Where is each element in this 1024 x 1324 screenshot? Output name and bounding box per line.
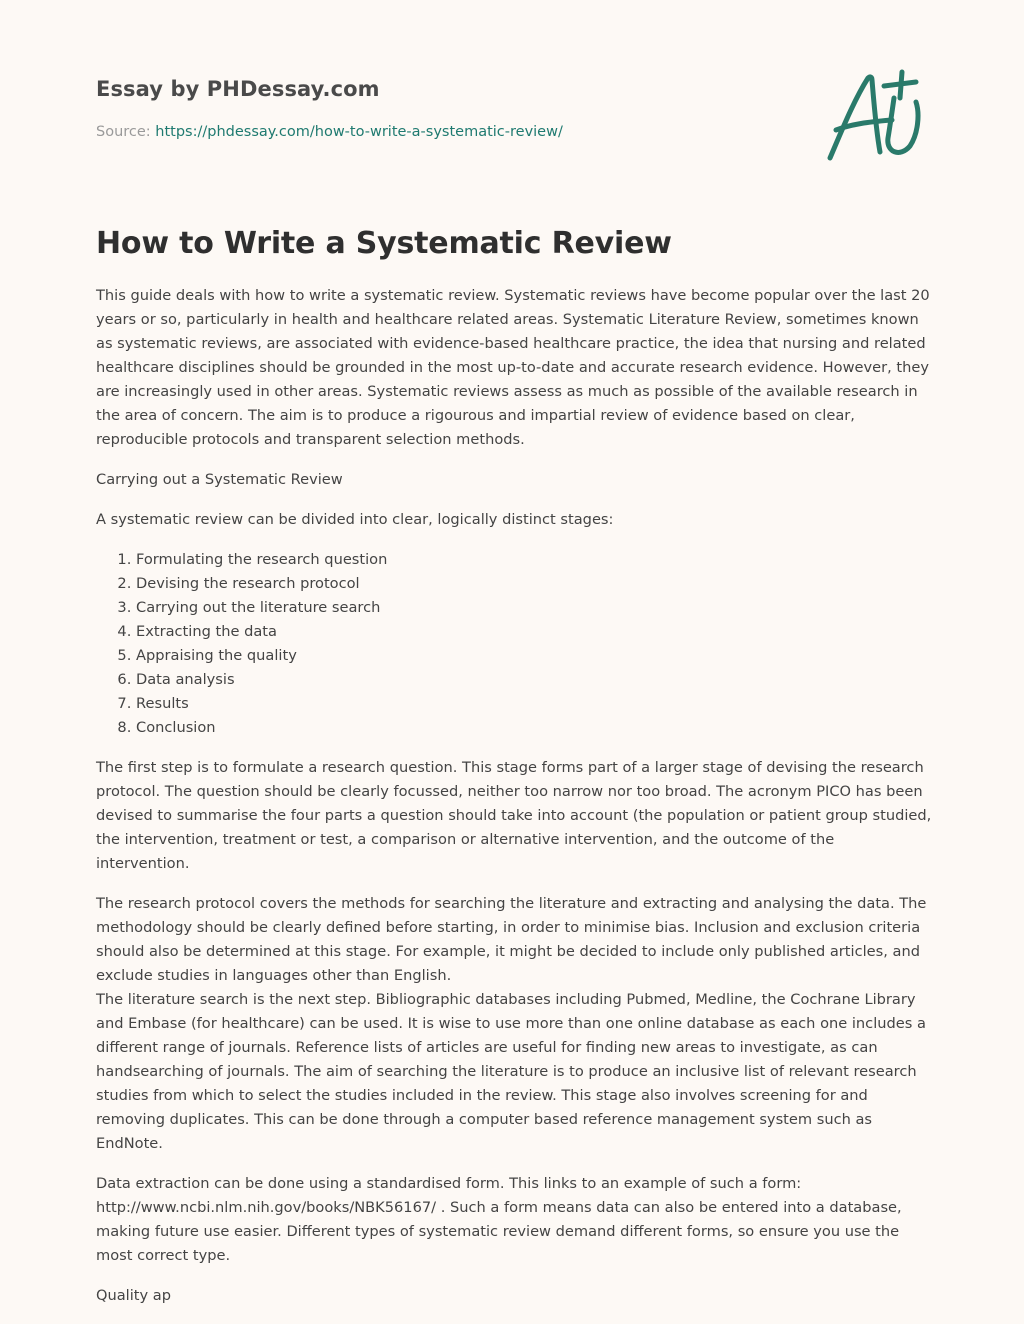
page-title: How to Write a Systematic Review [96,226,672,261]
list-item: 4. Extracting the data [136,620,932,644]
list-item: 8. Conclusion [136,716,932,740]
a-plus-logo-icon [822,68,926,164]
list-item: 3. Carrying out the literature search [136,596,932,620]
intro-paragraph: This guide deals with how to write a systematic review. Systematic reviews have become popular over the last 20 years or so, particularly in health and healthcare related areas. Systematic Literature Review, sometimes known as systematic reviews, are associated with evidence-based healthcare practice, the idea that nursing and related healthcare disciplines should be grounded in the most up-to-date and accurate research evidence. However, they are increasingly used in other areas. Systematic reviews assess as much as possible of the available research in the area of concern. The aim is to produce a rigourous and impartial review of evidence based on clear, reproducible protocols and transparent selection methods. [96,287,930,448]
protocol-paragraph: The research protocol covers the methods for searching the literature and extracting and analysing the data. The methodology should be clearly defined before starting, in order to minimise bias. Inclusion and exclusion criteria should also be determined at this stage. For example, it might be decided to include only published articles, and exclude studies in languages other than English. [96,895,927,984]
extraction-paragraph: Data extraction can be done using a standardised form. This links to an example of such a form: http://www.ncbi.nlm.nih.gov/books/NBK56167/ . Such a form means data can also be entered into a database, making future use easier. Different types of systematic review demand different forms, so ensure you use the most correct type. [96,1175,902,1264]
question-paragraph: The first step is to formulate a research question. This stage forms part of a larger stage of devising the research protocol. The question should be clearly focussed, neither too narrow nor too broad. The acronym PICO has been devised to summarise the four parts a question should take into account (the population or patient group studied, the intervention, treatment or test, a comparison or alternative intervention, and the outcome of the intervention. [96,759,932,872]
article-body [96,284,932,1324]
list-item: 2. Devising the research protocol [136,572,932,596]
stages-intro: A systematic review can be divided into clear, logically distinct stages: [96,511,614,528]
list-item: 1. Formulating the research question [136,548,932,572]
quality-paragraph: Quality ap [96,1287,171,1304]
list-item: 7. Results [136,692,932,716]
stages-list [96,548,932,740]
source-link[interactable]: https://phdessay.com/how-to-write-a-systematic-review/ [155,124,563,140]
source-label: Source: [96,124,156,140]
search-paragraph: The literature search is the next step. Bibliographic databases including Pubmed, Medline, the Cochrane Library and Embase (for healthcare) can be used. It is wise to use more than one online database as each one includes a different range of journals. Reference lists of articles are useful for finding new areas to investigate, as can handsearching of journals. The aim of searching the literature is to produce an inclusive list of relevant research studies from which to select the studies included in the review. This stage also involves screening for and removing duplicates. This can be done through a computer based reference management system such as EndNote. [96,991,926,1152]
list-item: 6. Data analysis [136,668,932,692]
source-line [96,124,563,140]
section-subheading: Carrying out a Systematic Review [96,471,343,488]
list-item: 5. Appraising the quality [136,644,932,668]
site-brand: Essay by PHDessay.com [96,77,380,101]
